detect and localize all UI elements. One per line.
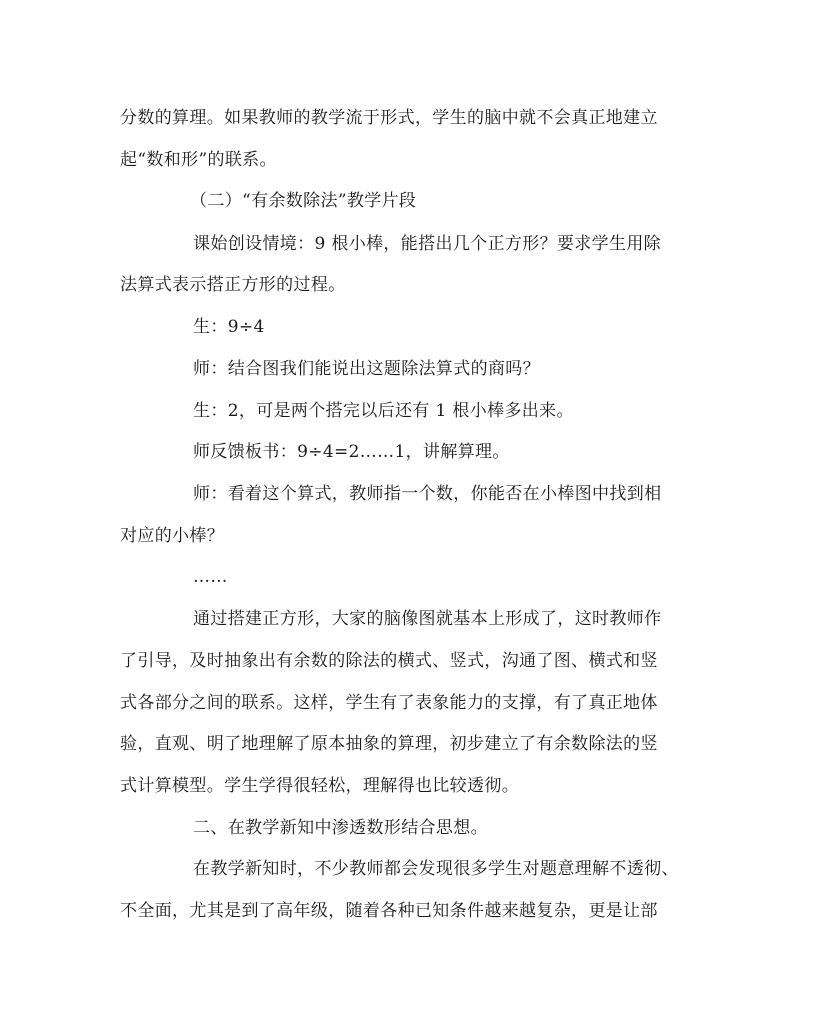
dialogue-line: 生：2，可是两个搭完以后还有 1 根小棒多出来。 bbox=[193, 401, 574, 421]
dialogue-line: 师反馈板书：9÷4=2……1，讲解算理。 bbox=[193, 442, 510, 462]
dialogue-line: 生：9÷4 bbox=[193, 317, 265, 337]
text-line: 式各部分之间的联系。这样，学生有了表象能力的支撑，有了真正地体 bbox=[120, 693, 658, 713]
section-heading: （二）“有余数除法”教学片段 bbox=[190, 191, 417, 211]
text-line: 式计算模型。学生学得很轻松，理解得也比较透彻。 bbox=[120, 776, 520, 796]
text-line: 在教学新知时，不少教师都会发现很多学生对题意理解不透彻、 bbox=[193, 859, 679, 879]
text-line: 对应的小棒？ bbox=[120, 526, 225, 546]
ellipsis-line: …… bbox=[193, 567, 228, 587]
text-line: 通过搭建正方形，大家的脑像图就基本上形成了，这时教师作 bbox=[193, 609, 662, 629]
text-line: 不全面，尤其是到了高年级，随着各种已知条件越来越复杂，更是让部 bbox=[120, 901, 658, 921]
dialogue-line: 师：看着这个算式，教师指一个数，你能否在小棒图中找到相 bbox=[193, 484, 662, 504]
text-line: 验，直观、明了地理解了原本抽象的算理，初步建立了有余数除法的竖 bbox=[120, 734, 658, 754]
text-line: 了引导，及时抽象出有余数的除法的横式、竖式，沟通了图、横式和竖 bbox=[120, 651, 658, 671]
text-line: 分数的算理。如果教师的教学流于形式，学生的脑中就不会真正地建立 bbox=[120, 108, 658, 128]
dialogue-line: 师：结合图我们能说出这题除法算式的商吗？ bbox=[193, 359, 540, 379]
text-line: 法算式表示搭正方形的过程。 bbox=[120, 275, 346, 295]
section-heading: 二、在教学新知中渗透数形结合思想。 bbox=[193, 818, 488, 838]
text-line: 课始创设情境：9 根小棒，能搭出几个正方形？要求学生用除 bbox=[193, 234, 662, 254]
text-line: 起“数和形”的联系。 bbox=[120, 150, 277, 170]
